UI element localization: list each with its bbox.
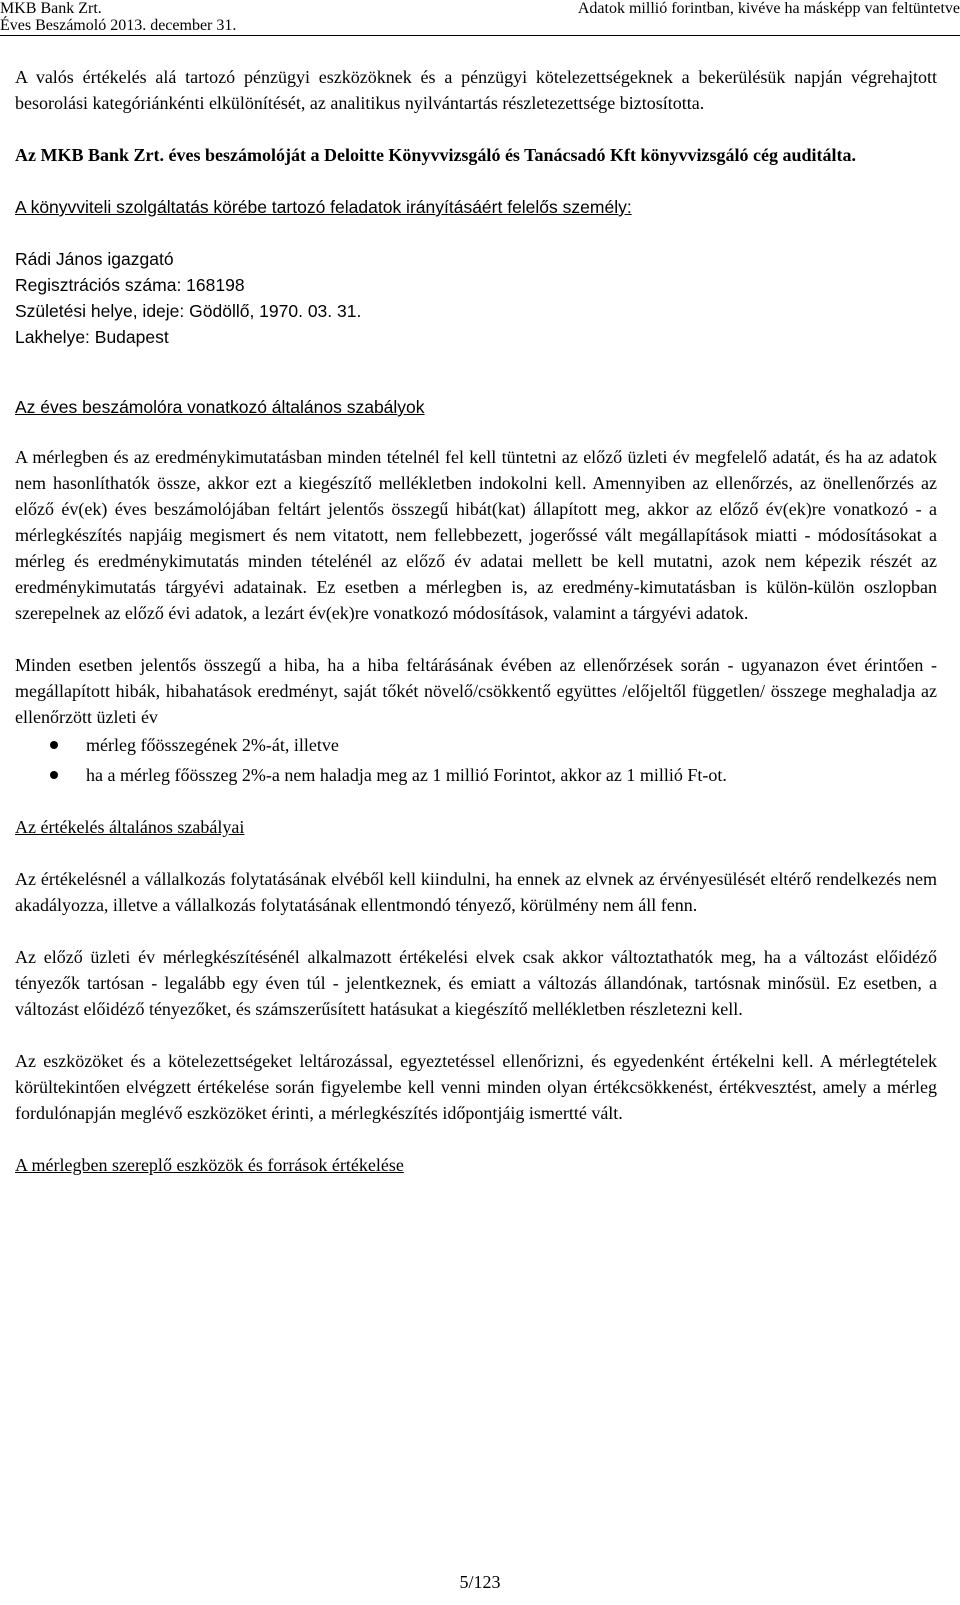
valuation-paragraph-1: Az értékelésnél a vállalkozás folytatásának elvéből kell kiindulni, ha ennek az elvnek az érvényesülését eltérő rendelkezés nem akadályozza, illetve a vállalkozás folytatásának ellentmondó tényező, körülmény nem áll fenn.: [15, 869, 937, 915]
valuation-paragraph-3: Az eszközöket és a kötelezettségeket leltározással, egyeztetéssel ellenőrizni, és egyedenként értékelni kell. A mérlegtételek körültekintően elvégzett értékelése során figyelembe kell venni minden olyan értékcsökkenést, értékvesztést, amely a mérleg fordulónapján meglévő eszközöket érinti, a mérlegkészítés időpontjáig ismertté vált.: [15, 1051, 937, 1123]
list-item: ha a mérleg főösszeg 2%-a nem haladja meg az 1 millió Forintot, akkor az 1 millió Ft-ot.: [15, 760, 937, 790]
general-rules-paragraph-2: Minden esetben jelentős összegű a hiba, ha a hiba feltárásának évében az ellenőrzések során - ugyanazon évet érintően - megállapított hibák, hibahatások eredményt, saját tőkét növelő/csökkentő együttes /előjeltől független/ összege meghaladja az ellenőrzött üzleti év: [15, 655, 937, 727]
threshold-list: [15, 730, 937, 790]
header-left: [0, 0, 236, 34]
bullet-icon: [50, 741, 58, 749]
header-company: MKB Bank Zrt.: [0, 0, 102, 17]
responsible-birth: Születési helye, ideje: Gödöllő, 1970. 03. 31.: [15, 301, 362, 321]
general-rules-paragraph-1: A mérlegben és az eredménykimutatásban minden tételnél fel kell tüntetni az előző üzleti év megfelelő adatát, és ha az adatok nem hasonlíthatók össze, akkor ezt a kiegészítő mellékletben indokolni kell. Amennyiben az ellenőrzés, az önellenőrzés az előző év(ek) éves beszámolójában feltárt jelentős összegű hibát(kat) állapított meg, akkor az előző év(ek)re vonatkozó - a mérlegkészítés napjáig megismert és nem vitatott, nem fellebbezett, jogerőssé vált megállapítások miatti - módosításokat a mérleg és eredménykimutatás minden tételénél az előző év adatai mellett be kell mutatni, azok nem képezik részét az eredménykimutatás tárgyévi adatainak. Ez esetben a mérlegben is, az eredmény-kimutatásban is külön-külön oszlopban szerepelnek az előző évi adatok, a lezárt év(ek)re vonatkozó módosítások, valamint a tárgyévi adatok.: [15, 447, 937, 623]
intro-paragraph: A valós értékelés alá tartozó pénzügyi eszközöknek és a pénzügyi kötelezettségeknek a bekerülésük napján végrehajtott besorolási kategóriánkénti elkülönítését, az analitikus nyilvántartás részletezettsége biztosította.: [15, 67, 937, 113]
bullet-icon: [50, 771, 58, 779]
list-item: mérleg főösszegének 2%-át, illetve: [15, 730, 937, 760]
header-rule: [0, 35, 960, 36]
responsible-person-heading: A könyvviteli szolgáltatás körébe tartozó feladatok irányításáért felelős személy:: [15, 197, 632, 217]
section-heading-balance-sheet-valuation: A mérlegben szereplő eszközök és források értékelése: [15, 1155, 404, 1175]
responsible-residence: Lakhelye: Budapest: [15, 327, 169, 347]
auditor-paragraph: Az MKB Bank Zrt. éves beszámolóját a Deloitte Könyvvizsgáló és Tanácsadó Kft könyvvizsgáló cég auditálta.: [15, 145, 856, 165]
page-number: 5/123: [459, 1572, 501, 1592]
valuation-paragraph-2: Az előző üzleti év mérlegkészítésénél alkalmazott értékelési elvek csak akkor változtathatók meg, ha a változást előidéző tényezők tartósan - legalább egy éven túl - jelentkeznek, és emiatt a változás állandónak, tartósnak minősül. Ez esetben, a változást előidéző tényezőket, és számszerűsített hatásukat a kiegészítő mellékletben részletezni kell.: [15, 947, 937, 1019]
header-units-note: Adatok millió forintban, kivéve ha másképp van feltüntetve: [577, 0, 960, 17]
responsible-registration: Regisztrációs száma: 168198: [15, 275, 245, 295]
responsible-name: Rádi János igazgató: [15, 249, 174, 269]
section-heading-valuation-rules: Az értékelés általános szabályai: [15, 817, 245, 837]
page-header: [0, 0, 960, 34]
document-body: [15, 64, 937, 1178]
section-heading-general-rules: Az éves beszámolóra vonatkozó általános szabályok: [15, 397, 425, 417]
header-report-title: Éves Beszámoló 2013. december 31.: [0, 17, 237, 34]
